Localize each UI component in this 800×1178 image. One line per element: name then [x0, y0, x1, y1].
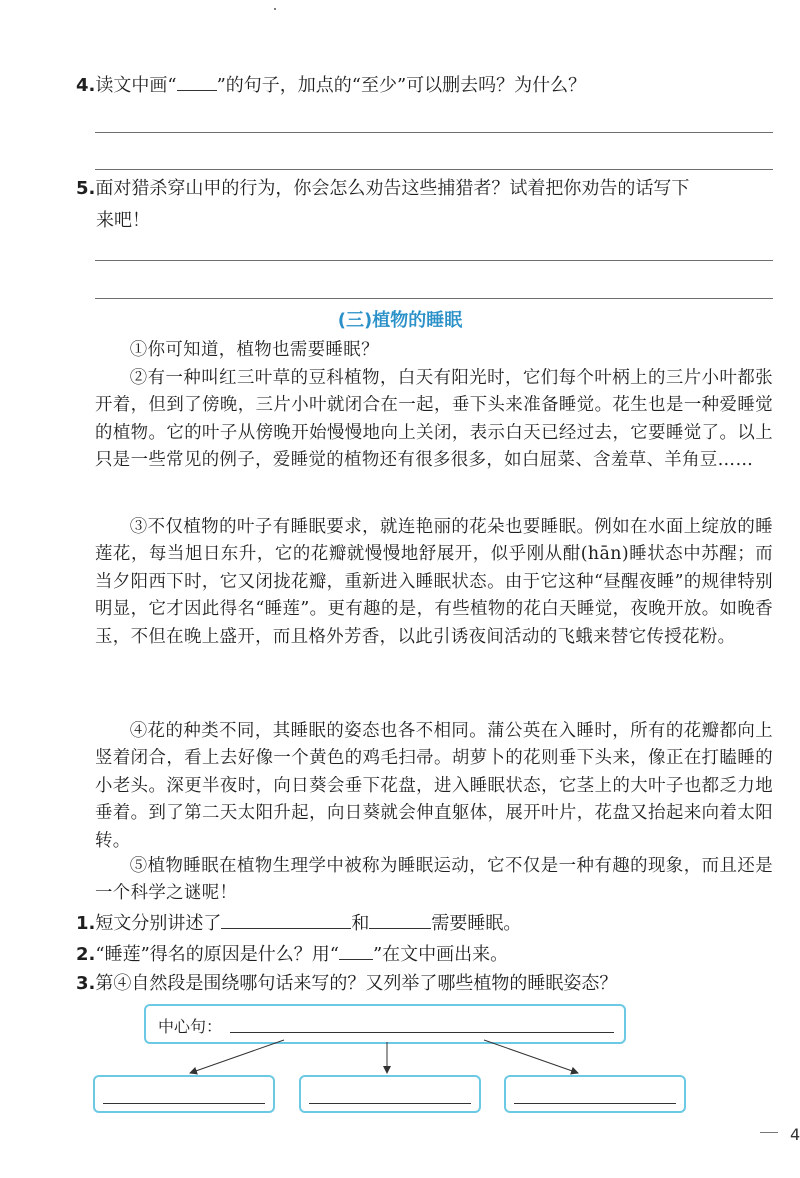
paragraph-4: ④花的种类不同，其睡眠的姿态也各不相同。蒲公英在入睡时，所有的花瓣都向上竖着闭合，看上去好像一个黄色的鸡毛扫帚。胡萝卜的花则垂下头来，像正在打瞌睡的小老头。深更半夜时，向日葵会垂下花盘，进入睡眠状态，它茎上的大叶子也都乏力地垂着。到了第二天太阳升起，向日葵就会伸直躯体，展开叶片，花盘又抬起来向着太阳转。 [95, 721, 773, 851]
question-text: ”的句子，加点的“至少”可以删去吗？为什么？ [216, 75, 587, 96]
posture-box-3 [504, 1075, 686, 1113]
center-sentence-label: 中心句： [158, 1017, 223, 1036]
paragraph-5: ⑤植物睡眠在植物生理学中被称为睡眠运动，它不仅是一种有趣的现象，而且还是一个科学之谜呢！ [95, 856, 773, 904]
question-text: 第④自然段是围绕哪句话来写的？又列举了哪些植物的睡眠姿态？ [95, 973, 618, 994]
question-text: 读文中画“ [95, 75, 177, 96]
question-text: 和 [351, 913, 370, 934]
page-number: 4 [790, 1125, 800, 1144]
question-text: 面对猎杀穿山甲的行为，你会怎么劝告这些捕猎者？试着把你劝告的话写下 [95, 178, 690, 199]
question-number: 3. [76, 973, 96, 994]
paragraph-3: ③不仅植物的叶子有睡眠要求，就连艳丽的花朵也要睡眠。例如在水面上绽放的睡莲花，每当旭日东升，它的花瓣就慢慢地舒展开，似乎刚从酣(hān)睡状态中苏醒；而当夕阳西下时，它又闭拢花瓣，重新进入睡眠状态。由于它这种“昼醒夜睡”的规律特别明显，它才因此得名“睡莲”。更有趣的是，有些植物的花白天睡觉，夜晚开放。如晚香玉，不但在晚上盛开，而且格外芳香，以此引诱夜间活动的飞蛾来替它传授花粉。 [95, 517, 773, 647]
question-5-line2: 来吧！ [96, 210, 150, 231]
paragraph-1: ①你可知道，植物也需要睡眠？ [129, 340, 379, 360]
question-number: 2. [76, 944, 96, 965]
question-number: 5. [76, 178, 96, 199]
question-text: 需要睡眠。 [431, 913, 522, 934]
question-number: 4. [76, 75, 96, 96]
arrow-left [190, 1040, 284, 1073]
question-text: 短文分别讲述了 [95, 913, 222, 934]
question-number: 1. [76, 913, 96, 934]
page-number-dash [760, 1132, 778, 1133]
question-text: ”在文中画出来。 [372, 944, 509, 965]
paragraph-2: ②有一种叫红三叶草的豆科植物，白天有阳光时，它们每个叶柄上的三片小叶都张开着，但到了傍晚，三片小叶就闭合在一起，垂下头来准备睡觉。花生也是一种爱睡觉的植物。它的叶子从傍晚开始慢慢地向上关闭，表示白天已经过去，它要睡觉了。以上只是一些常见的例子，爱睡觉的植物还有很多很多，如白屈菜、含羞草、羊角豆…… [95, 368, 773, 471]
arrow-right [484, 1040, 578, 1073]
posture-blank[interactable] [514, 1103, 676, 1104]
section-title: (三)植物的睡眠 [337, 310, 463, 331]
posture-blank[interactable] [103, 1103, 265, 1104]
posture-blank[interactable] [309, 1103, 471, 1104]
question-text: “睡莲”得名的原因是什么？用“ [95, 944, 339, 965]
posture-box-1 [93, 1075, 275, 1113]
posture-box-2 [299, 1075, 481, 1113]
